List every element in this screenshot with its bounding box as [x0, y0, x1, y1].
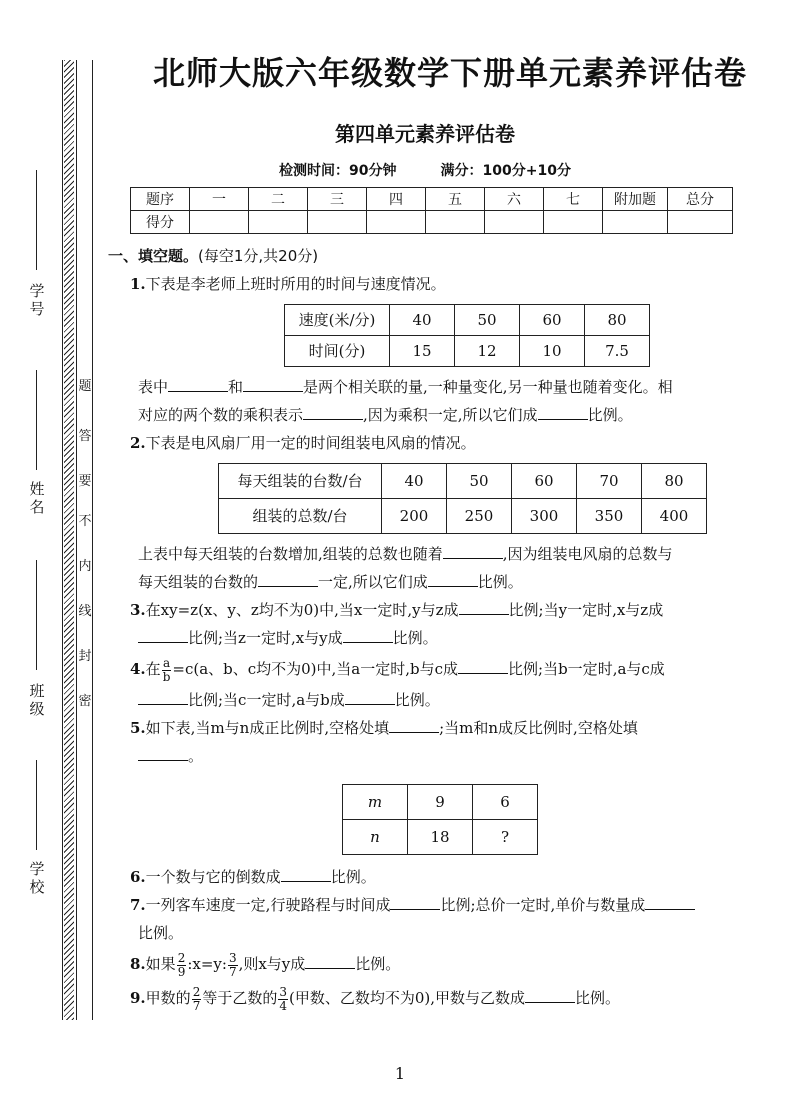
question-number: 4.	[130, 660, 146, 678]
question-number: 5.	[130, 719, 146, 737]
margin-line	[76, 60, 77, 1020]
table-cell: 15	[390, 336, 455, 367]
answer-blank[interactable]	[390, 891, 440, 910]
fraction	[177, 952, 187, 979]
score-cell[interactable]	[308, 211, 367, 234]
text-run: 和	[228, 378, 244, 396]
question-6	[130, 863, 758, 891]
field-line	[36, 370, 37, 470]
seal-char: 密	[78, 694, 92, 709]
text-run: 比例。	[394, 691, 440, 709]
text-run: 比例。	[138, 924, 184, 942]
page-number: 1	[394, 1064, 406, 1083]
page-title: 北师大版六年级数学下册单元素养评估卷	[152, 54, 747, 92]
question-2	[130, 429, 758, 457]
text-run: 一定,所以它们成	[318, 573, 428, 591]
text-run: 一个数与它的倒数成	[145, 868, 281, 886]
table-cell: 50	[455, 305, 520, 336]
field-line	[36, 170, 37, 270]
text-run: 比例;当b一定时,a与c成	[508, 660, 665, 678]
table-cell: 50	[447, 464, 512, 499]
seal-char: 题	[78, 379, 92, 394]
text-run: 比例。	[477, 573, 523, 591]
question-1	[130, 270, 758, 298]
answer-blank[interactable]	[305, 950, 355, 969]
school-label: 学校	[29, 860, 45, 896]
score-cell[interactable]	[668, 211, 733, 234]
text-run: 比例。	[330, 868, 376, 886]
table-cell: 得分	[131, 211, 190, 234]
table-cell: 60	[512, 464, 577, 499]
answer-blank[interactable]	[138, 686, 188, 705]
table-cell: 二	[249, 188, 308, 211]
answer-blank[interactable]	[345, 686, 395, 705]
text-run: 比例。	[355, 955, 401, 973]
question-text: 下表是李老师上班时所用的时间与速度情况。	[145, 275, 446, 293]
margin-hatch	[64, 60, 74, 1020]
answer-blank[interactable]	[525, 984, 575, 1003]
answer-blank[interactable]	[428, 568, 478, 587]
speed-time-table	[284, 304, 650, 367]
answer-blank[interactable]	[343, 624, 393, 643]
fraction-numerator: 3	[279, 984, 287, 999]
question-number: 9.	[130, 989, 146, 1007]
table-cell: 组装的总数/台	[219, 499, 382, 534]
fraction	[228, 952, 238, 979]
table-cell: 三	[308, 188, 367, 211]
table-cell: 题序	[131, 188, 190, 211]
table-cell: 80	[585, 305, 650, 336]
table-row	[131, 211, 733, 234]
class-label: 班级	[29, 682, 45, 718]
question-text	[138, 373, 758, 401]
section-heading	[108, 242, 758, 270]
fraction-numerator: 2	[177, 950, 186, 965]
score-cell[interactable]	[426, 211, 485, 234]
question-9	[130, 981, 758, 1015]
question-number: 6.	[130, 868, 146, 886]
score-cell[interactable]	[367, 211, 426, 234]
table-cell: 四	[367, 188, 426, 211]
question-4	[130, 652, 758, 686]
score-cell[interactable]	[190, 211, 249, 234]
score-table	[130, 187, 733, 234]
answer-blank[interactable]	[443, 540, 503, 559]
table-row	[285, 336, 650, 367]
text-run: 比例;当z一定时,x与y成	[188, 629, 343, 647]
seal-char: 封	[78, 649, 92, 664]
assembly-table	[218, 463, 707, 534]
exam-content	[108, 242, 758, 1015]
table-cell: 250	[447, 499, 512, 534]
m-n-table	[342, 784, 538, 855]
table-cell: 10	[520, 336, 585, 367]
question-number: 2.	[130, 434, 146, 452]
fraction-denominator: 4	[279, 998, 287, 1013]
text-run: :x=y:	[187, 955, 227, 973]
text-run: 比例;总价一定时,单价与数量成	[440, 896, 646, 914]
section-title: 一、填空题。	[108, 247, 199, 265]
table-cell: 六	[485, 188, 544, 211]
table-cell: 200	[382, 499, 447, 534]
text-run: 在xy=z(x、y、z均不为0)中,当x一定时,y与z成	[145, 601, 459, 619]
question-number: 3.	[130, 601, 146, 619]
table-row	[219, 499, 707, 534]
exam-meta	[100, 160, 750, 180]
seal-char: 要	[78, 474, 92, 489]
table-cell: 70	[577, 464, 642, 499]
question-text	[138, 919, 758, 947]
text-run: ,因为组装电风扇的总数与	[502, 545, 673, 563]
field-line	[36, 560, 37, 670]
answer-blank[interactable]	[303, 401, 363, 420]
table-cell: 一	[190, 188, 249, 211]
text-run: (甲数、乙数均不为0),甲数与乙数成	[288, 989, 526, 1007]
text-run: 上表中每天组装的台数增加,组装的总数也随着	[138, 545, 443, 563]
field-line	[36, 760, 37, 850]
text-run: 比例。	[575, 989, 621, 1007]
answer-blank[interactable]	[281, 863, 331, 882]
text-run: 等于乙数的	[202, 989, 278, 1007]
table-row	[343, 820, 538, 855]
seal-char: 答	[78, 429, 92, 444]
answer-blank[interactable]	[168, 373, 228, 392]
fraction-denominator: 7	[192, 998, 201, 1013]
score-cell[interactable]	[485, 211, 544, 234]
binding-margin	[0, 0, 100, 1094]
text-run: 比例;当y一定时,x与z成	[508, 601, 664, 619]
table-cell: 12	[455, 336, 520, 367]
text-run: 甲数的	[145, 989, 191, 1007]
table-cell: 6	[473, 785, 538, 820]
question-number: 1.	[130, 275, 146, 293]
text-run: 对应的两个数的乘积表示	[138, 406, 304, 424]
answer-blank[interactable]	[138, 742, 188, 761]
question-text	[138, 540, 758, 568]
table-cell: 40	[390, 305, 455, 336]
seal-char: 不	[78, 514, 92, 529]
table-cell: ?	[473, 820, 538, 855]
exam-score: 满分：100分+10分	[440, 163, 571, 179]
text-run: =c(a、b、c均不为0)中,当a一定时,b与c成	[172, 660, 459, 678]
text-run: ;当m和n成反比例时,空格处填	[439, 719, 638, 737]
text-run: 。	[188, 747, 204, 765]
table-cell: 总分	[668, 188, 733, 211]
answer-blank[interactable]	[645, 891, 695, 910]
answer-blank[interactable]	[458, 655, 508, 674]
question-text	[138, 568, 758, 596]
table-cell: 速度(米/分)	[285, 305, 390, 336]
page-subtitle: 第四单元素养评估卷	[335, 122, 515, 146]
score-cell[interactable]	[249, 211, 308, 234]
table-cell: 40	[382, 464, 447, 499]
question-5	[130, 714, 758, 742]
fraction	[192, 986, 202, 1013]
fraction-denominator: b	[162, 669, 171, 684]
answer-blank[interactable]	[138, 624, 188, 643]
margin-line	[92, 60, 93, 1020]
table-cell: 300	[512, 499, 577, 534]
text-run: 是两个相关联的量,一种量变化,另一种量也随着变化。相	[303, 378, 673, 396]
question-text: 下表是电风扇厂用一定的时间组装电风扇的情况。	[145, 434, 476, 452]
table-cell: 400	[642, 499, 707, 534]
fraction-denominator: 9	[177, 964, 186, 979]
text-run: 在	[145, 660, 161, 678]
answer-blank[interactable]	[258, 568, 318, 587]
score-cell[interactable]	[603, 211, 668, 234]
text-run: 如果	[145, 955, 176, 973]
text-run: 比例。	[587, 406, 633, 424]
text-run: ,则x与y成	[238, 955, 306, 973]
question-3	[130, 596, 758, 624]
question-text	[138, 624, 758, 652]
answer-blank[interactable]	[389, 714, 439, 733]
fraction-numerator: 3	[228, 950, 237, 965]
text-run: 比例;当c一定时,a与b成	[188, 691, 345, 709]
question-text	[138, 401, 758, 429]
text-run: ,因为乘积一定,所以它们成	[363, 406, 538, 424]
table-cell: 五	[426, 188, 485, 211]
question-number: 8.	[130, 955, 146, 973]
table-row	[343, 785, 538, 820]
text-run: 比例。	[392, 629, 438, 647]
student-id-label: 学号	[29, 282, 45, 318]
text-run: 如下表,当m与n成正比例时,空格处填	[145, 719, 390, 737]
table-cell: 七	[544, 188, 603, 211]
table-row	[219, 464, 707, 499]
seal-char: 线	[78, 604, 92, 619]
question-number: 7.	[130, 896, 146, 914]
exam-time: 检测时间：90分钟	[279, 163, 397, 179]
table-row	[285, 305, 650, 336]
question-8	[130, 947, 758, 981]
text-run: 每天组装的台数的	[138, 573, 259, 591]
table-cell: 7.5	[585, 336, 650, 367]
answer-blank[interactable]	[538, 401, 588, 420]
table-cell: 每天组装的台数/台	[219, 464, 382, 499]
section-note: (每空1分,共20分)	[198, 247, 319, 265]
table-row	[131, 188, 733, 211]
seal-char: 内	[78, 559, 92, 574]
fraction-numerator: a	[162, 655, 171, 670]
table-cell: 18	[408, 820, 473, 855]
table-cell: n	[343, 820, 408, 855]
question-text	[138, 742, 758, 770]
table-cell: 时间(分)	[285, 336, 390, 367]
table-cell: 60	[520, 305, 585, 336]
score-cell[interactable]	[544, 211, 603, 234]
text-run: 一列客车速度一定,行驶路程与时间成	[145, 896, 391, 914]
answer-blank[interactable]	[243, 373, 303, 392]
table-cell: 附加题	[603, 188, 668, 211]
margin-line	[62, 60, 63, 1020]
text-run: 表中	[138, 378, 169, 396]
name-label: 姓名	[29, 480, 45, 516]
table-cell: 80	[642, 464, 707, 499]
table-cell: 350	[577, 499, 642, 534]
question-text	[138, 686, 758, 714]
table-cell: m	[343, 785, 408, 820]
fraction-numerator: 2	[192, 984, 201, 999]
fraction	[278, 986, 288, 1013]
answer-blank[interactable]	[459, 596, 509, 615]
fraction	[162, 657, 172, 684]
table-cell: 9	[408, 785, 473, 820]
question-7	[130, 891, 758, 919]
fraction-denominator: 7	[228, 964, 237, 979]
